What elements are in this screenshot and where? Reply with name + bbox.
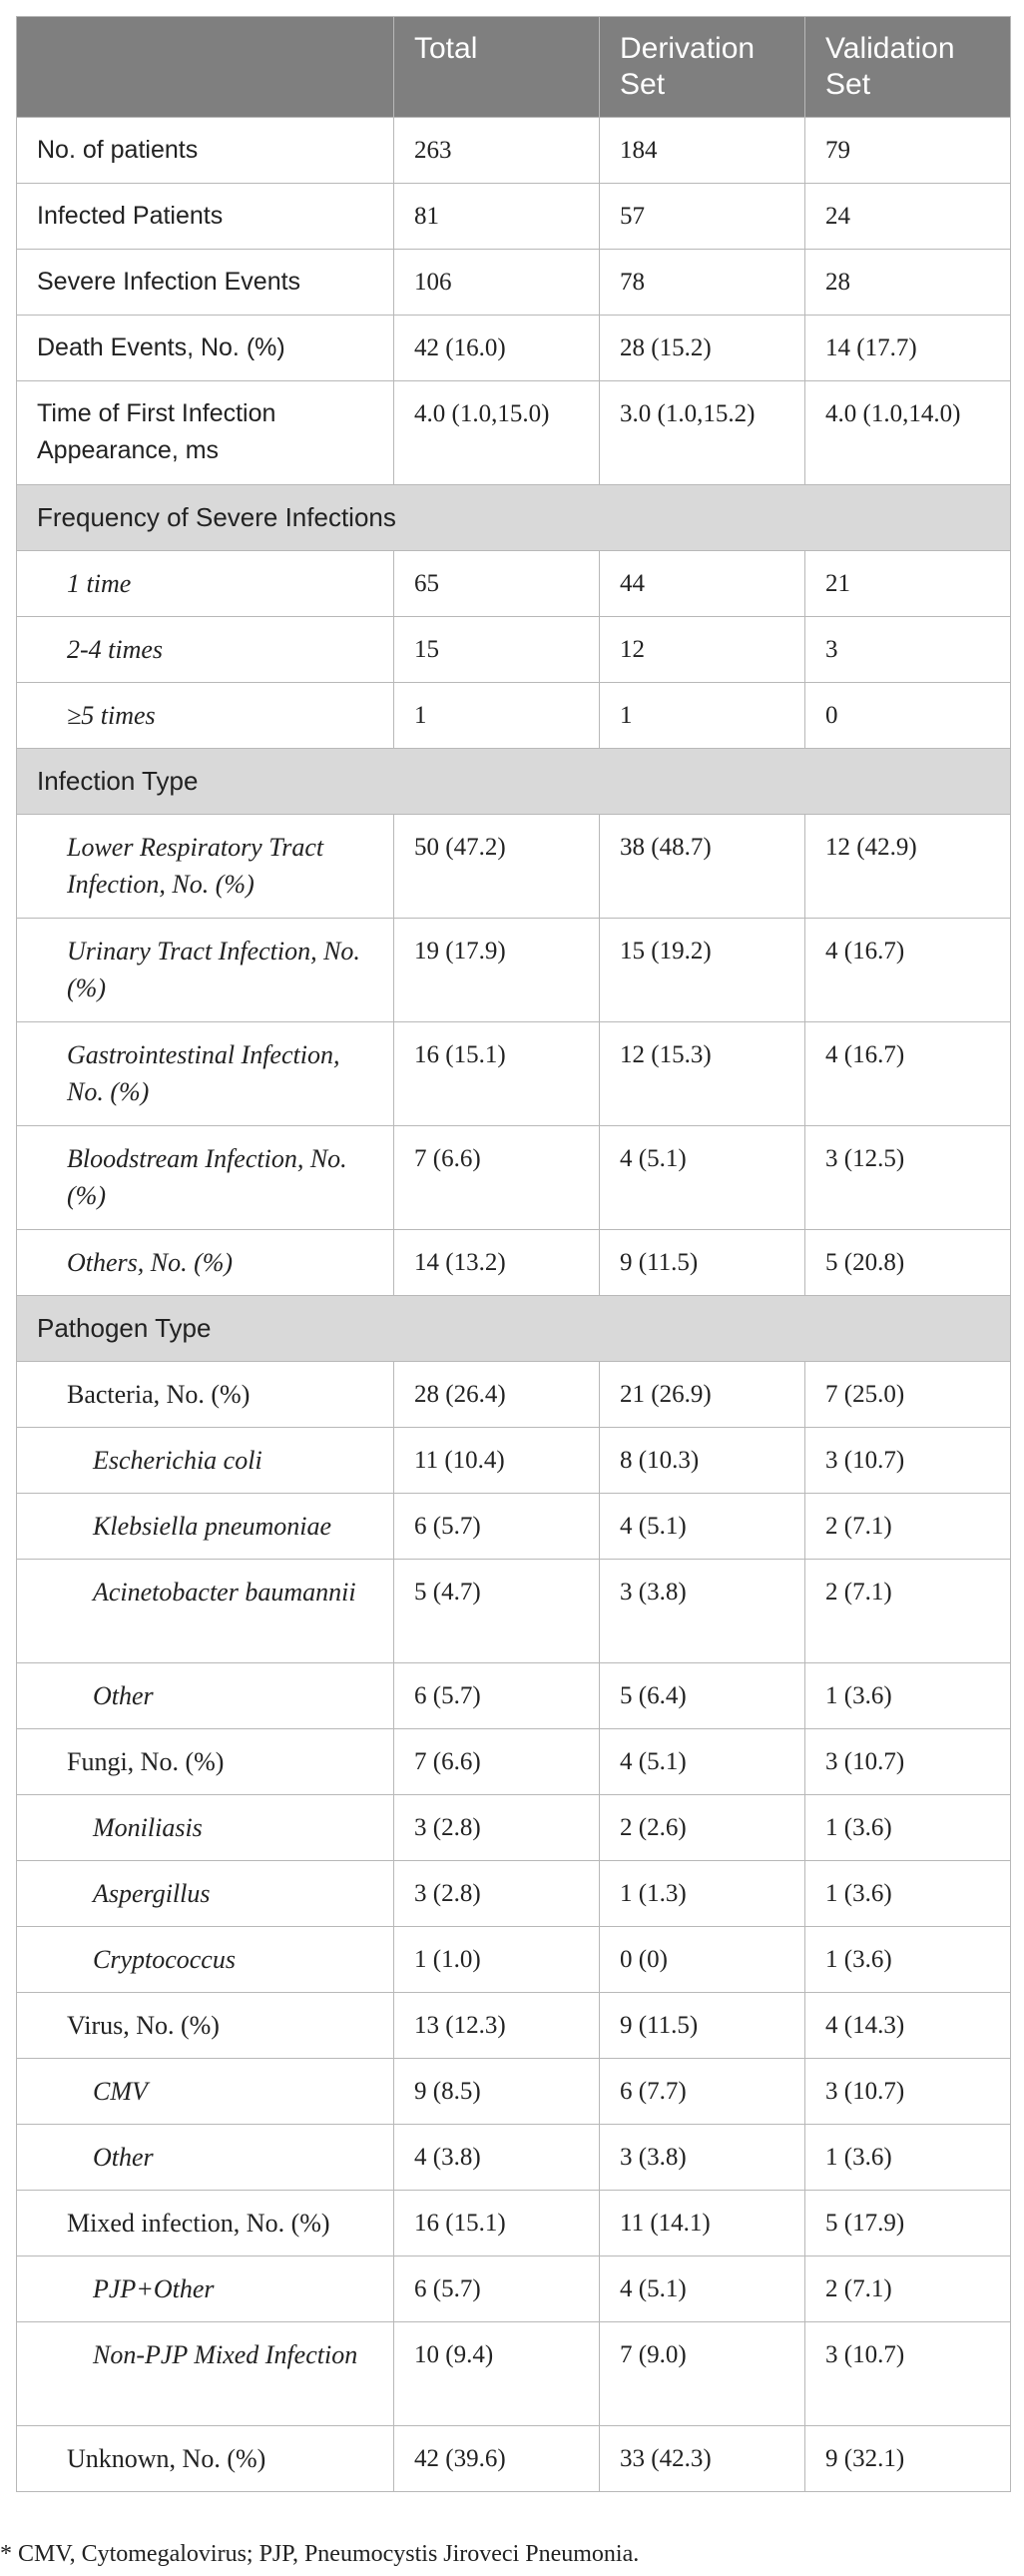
row-label: PJP+Other: [17, 2256, 394, 2322]
cell-derivation: 5 (6.4): [600, 1663, 805, 1729]
cell-derivation: 28 (15.2): [600, 316, 805, 381]
table-row: [17, 316, 1011, 381]
header-row: [17, 17, 1011, 118]
row-label: Mixed infection, No. (%): [17, 2191, 394, 2256]
cell-validation: 4 (14.3): [805, 1993, 1011, 2059]
table-row: [17, 1861, 1011, 1927]
table-row: [17, 250, 1011, 316]
table-row: [17, 1230, 1011, 1296]
table-row: [17, 2322, 1011, 2426]
row-label: ≥5 times: [17, 683, 394, 749]
cell-total: 3 (2.8): [394, 1795, 600, 1861]
table-row: [17, 2125, 1011, 2191]
row-label: CMV: [17, 2059, 394, 2125]
cell-total: 16 (15.1): [394, 2191, 600, 2256]
table-row: [17, 1560, 1011, 1663]
table-row: [17, 617, 1011, 683]
cell-validation: 1 (3.6): [805, 2125, 1011, 2191]
cell-total: 6 (5.7): [394, 2256, 600, 2322]
cell-total: 1 (1.0): [394, 1927, 600, 1993]
cell-validation: 2 (7.1): [805, 1560, 1011, 1663]
table-row: [17, 1729, 1011, 1795]
row-label: Aspergillus: [17, 1861, 394, 1927]
cell-validation: 14 (17.7): [805, 316, 1011, 381]
row-label: Bacteria, No. (%): [17, 1362, 394, 1428]
cell-validation: 0: [805, 683, 1011, 749]
cell-total: 16 (15.1): [394, 1022, 600, 1126]
cell-derivation: 9 (11.5): [600, 1993, 805, 2059]
cell-total: 10 (9.4): [394, 2322, 600, 2426]
cell-total: 9 (8.5): [394, 2059, 600, 2125]
cell-total: 81: [394, 184, 600, 250]
row-label: Other: [17, 2125, 394, 2191]
cell-derivation: 12 (15.3): [600, 1022, 805, 1126]
cell-validation: 3 (10.7): [805, 2059, 1011, 2125]
cell-derivation: 3 (3.8): [600, 1560, 805, 1663]
table-row: [17, 1126, 1011, 1230]
cell-derivation: 1 (1.3): [600, 1861, 805, 1927]
cell-validation: 3: [805, 617, 1011, 683]
table-row: [17, 118, 1011, 184]
table-row: [17, 919, 1011, 1022]
cell-validation: 1 (3.6): [805, 1861, 1011, 1927]
cell-total: 50 (47.2): [394, 815, 600, 919]
cell-derivation: 11 (14.1): [600, 2191, 805, 2256]
section-row: [17, 1296, 1011, 1362]
table-row: [17, 1428, 1011, 1494]
cell-total: 19 (17.9): [394, 919, 600, 1022]
cell-derivation: 44: [600, 551, 805, 617]
cell-total: 6 (5.7): [394, 1494, 600, 1560]
cell-validation: 4 (16.7): [805, 919, 1011, 1022]
cell-derivation: 38 (48.7): [600, 815, 805, 919]
section-heading: Frequency of Severe Infections: [17, 485, 1011, 551]
cell-derivation: 9 (11.5): [600, 1230, 805, 1296]
cell-validation: 1 (3.6): [805, 1927, 1011, 1993]
cell-derivation: 0 (0): [600, 1927, 805, 1993]
cell-validation: 2 (7.1): [805, 2256, 1011, 2322]
cell-derivation: 2 (2.6): [600, 1795, 805, 1861]
cell-validation: 1 (3.6): [805, 1795, 1011, 1861]
section-row: [17, 749, 1011, 815]
cell-validation: 3 (10.7): [805, 2322, 1011, 2426]
cell-total: 263: [394, 118, 600, 184]
cell-total: 7 (6.6): [394, 1729, 600, 1795]
cell-validation: 21: [805, 551, 1011, 617]
table-row: [17, 2426, 1011, 2492]
header-cell-derivation: Derivation Set: [600, 17, 805, 118]
row-label: Acinetobacter baumannii: [17, 1560, 394, 1663]
row-label: Gastrointestinal Infection, No. (%): [17, 1022, 394, 1126]
cell-derivation: 3.0 (1.0,15.2): [600, 381, 805, 485]
row-label: 1 time: [17, 551, 394, 617]
row-label: Fungi, No. (%): [17, 1729, 394, 1795]
row-label: Virus, No. (%): [17, 1993, 394, 2059]
row-label: Bloodstream Infection, No. (%): [17, 1126, 394, 1230]
cell-validation: 12 (42.9): [805, 815, 1011, 919]
cell-total: 4.0 (1.0,15.0): [394, 381, 600, 485]
data-table: [16, 16, 1011, 2492]
cell-total: 42 (16.0): [394, 316, 600, 381]
table-row: [17, 815, 1011, 919]
table-row: [17, 381, 1011, 485]
row-label: Time of First Infection Appearance, ms: [17, 381, 394, 485]
cell-total: 4 (3.8): [394, 2125, 600, 2191]
table-row: [17, 2256, 1011, 2322]
cell-derivation: 78: [600, 250, 805, 316]
cell-validation: 7 (25.0): [805, 1362, 1011, 1428]
table-row: [17, 551, 1011, 617]
cell-total: 65: [394, 551, 600, 617]
cell-total: 28 (26.4): [394, 1362, 600, 1428]
cell-derivation: 4 (5.1): [600, 1494, 805, 1560]
table-row: [17, 2191, 1011, 2256]
row-label: Escherichia coli: [17, 1428, 394, 1494]
section-heading: Pathogen Type: [17, 1296, 1011, 1362]
cell-validation: 79: [805, 118, 1011, 184]
table-body: [17, 118, 1011, 2492]
section-heading: Infection Type: [17, 749, 1011, 815]
cell-validation: 2 (7.1): [805, 1494, 1011, 1560]
cell-validation: 1 (3.6): [805, 1663, 1011, 1729]
cell-total: 6 (5.7): [394, 1663, 600, 1729]
row-label: 2-4 times: [17, 617, 394, 683]
row-label: Others, No. (%): [17, 1230, 394, 1296]
cell-total: 106: [394, 250, 600, 316]
cell-derivation: 57: [600, 184, 805, 250]
row-label: Moniliasis: [17, 1795, 394, 1861]
cell-derivation: 8 (10.3): [600, 1428, 805, 1494]
cell-derivation: 12: [600, 617, 805, 683]
cell-total: 7 (6.6): [394, 1126, 600, 1230]
cell-validation: 5 (20.8): [805, 1230, 1011, 1296]
cell-validation: 28: [805, 250, 1011, 316]
table-row: [17, 2059, 1011, 2125]
cell-derivation: 6 (7.7): [600, 2059, 805, 2125]
header-cell-validation: Validation Set: [805, 17, 1011, 118]
cell-validation: 3 (10.7): [805, 1729, 1011, 1795]
cell-total: 5 (4.7): [394, 1560, 600, 1663]
cell-validation: 24: [805, 184, 1011, 250]
cell-derivation: 4 (5.1): [600, 2256, 805, 2322]
table-row: [17, 184, 1011, 250]
header-cell-label: [17, 17, 394, 118]
cell-derivation: 4 (5.1): [600, 1729, 805, 1795]
table-container: [16, 16, 1010, 2492]
cell-derivation: 33 (42.3): [600, 2426, 805, 2492]
row-label: Lower Respiratory Tract Infection, No. (%): [17, 815, 394, 919]
cell-total: 15: [394, 617, 600, 683]
cell-derivation: 21 (26.9): [600, 1362, 805, 1428]
row-label: No. of patients: [17, 118, 394, 184]
cell-derivation: 15 (19.2): [600, 919, 805, 1022]
row-label: Unknown, No. (%): [17, 2426, 394, 2492]
cell-derivation: 4 (5.1): [600, 1126, 805, 1230]
cell-derivation: 1: [600, 683, 805, 749]
cell-validation: 4.0 (1.0,14.0): [805, 381, 1011, 485]
row-label: Death Events, No. (%): [17, 316, 394, 381]
table-row: [17, 1795, 1011, 1861]
row-label: Infected Patients: [17, 184, 394, 250]
cell-validation: 5 (17.9): [805, 2191, 1011, 2256]
cell-total: 1: [394, 683, 600, 749]
table-row: [17, 1927, 1011, 1993]
row-label: Other: [17, 1663, 394, 1729]
header-cell-total: Total: [394, 17, 600, 118]
cell-derivation: 184: [600, 118, 805, 184]
cell-validation: 9 (32.1): [805, 2426, 1011, 2492]
cell-derivation: 7 (9.0): [600, 2322, 805, 2426]
table-row: [17, 1663, 1011, 1729]
cell-total: 13 (12.3): [394, 1993, 600, 2059]
cell-total: 14 (13.2): [394, 1230, 600, 1296]
table-row: [17, 683, 1011, 749]
row-label: Non-PJP Mixed Infection: [17, 2322, 394, 2426]
section-row: [17, 485, 1011, 551]
row-label: Urinary Tract Infection, No. (%): [17, 919, 394, 1022]
cell-total: 3 (2.8): [394, 1861, 600, 1927]
cell-derivation: 3 (3.8): [600, 2125, 805, 2191]
table-row: [17, 1993, 1011, 2059]
cell-validation: 4 (16.7): [805, 1022, 1011, 1126]
row-label: Severe Infection Events: [17, 250, 394, 316]
row-label: Klebsiella pneumoniae: [17, 1494, 394, 1560]
cell-validation: 3 (10.7): [805, 1428, 1011, 1494]
footnote: * CMV, Cytomegalovirus; PJP, Pneumocystis Jiroveci Pneumonia.: [0, 2541, 640, 2567]
row-label: Cryptococcus: [17, 1927, 394, 1993]
table-row: [17, 1494, 1011, 1560]
table-row: [17, 1022, 1011, 1126]
table-row: [17, 1362, 1011, 1428]
cell-total: 42 (39.6): [394, 2426, 600, 2492]
cell-validation: 3 (12.5): [805, 1126, 1011, 1230]
cell-total: 11 (10.4): [394, 1428, 600, 1494]
